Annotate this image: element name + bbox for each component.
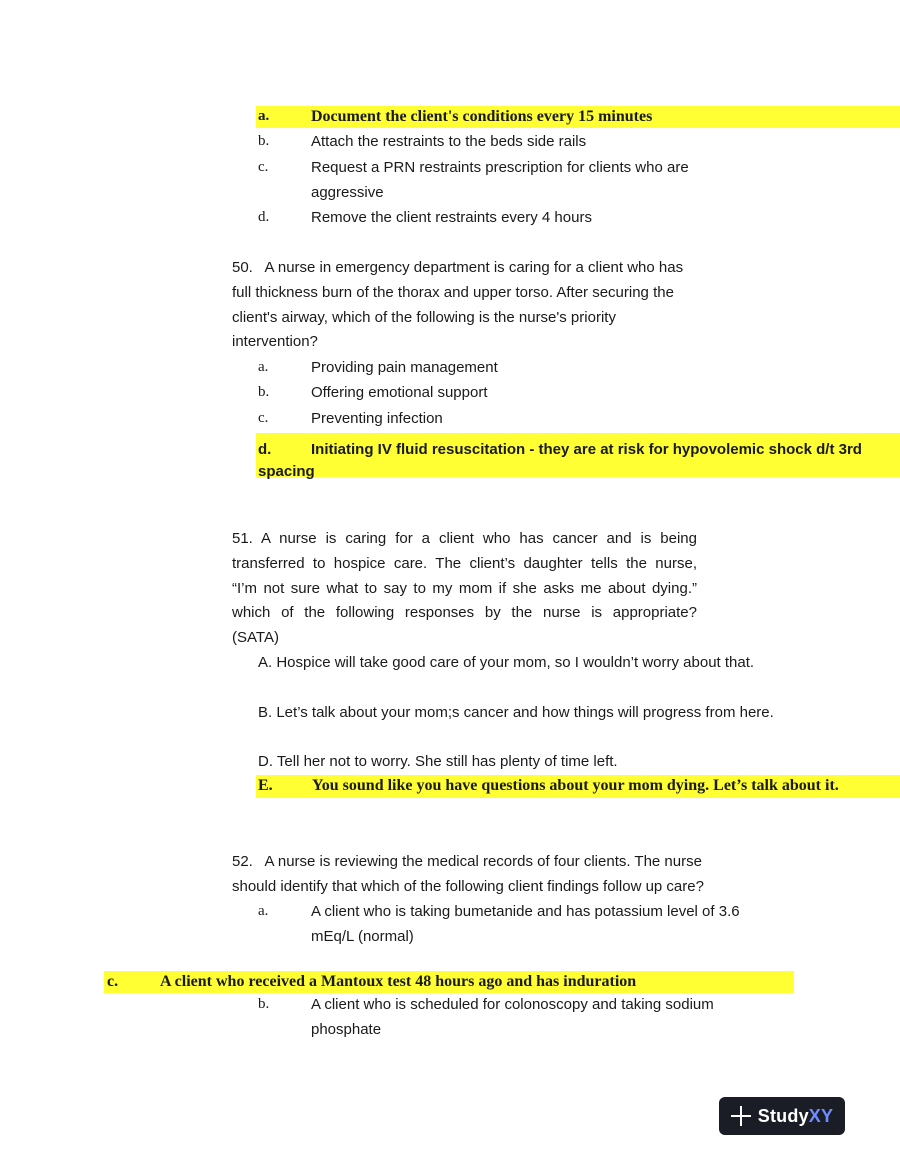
question-stem-line: 50. A nurse in emergency department is caring for a client who has [232,259,684,276]
option-text: Preventing infection [311,410,443,427]
option-text: A. Hospice will take good care of your mom, so I wouldn’t worry about that. [258,654,755,671]
option-text-cont: aggressive [311,184,384,201]
option-text: Remove the client restraints every 4 hours [311,209,592,226]
option-text: Request a PRN restraints prescription for clients who are [311,159,689,176]
option-letter: E. [258,777,273,794]
question-stem-line: should identify that which of the following client findings follow up care? [232,878,704,895]
option-text: B. Let’s talk about your mom;s cancer and how things will progress from here. [258,704,774,721]
option-letter: c. [258,159,269,175]
option-letter: d. [258,441,272,458]
option-text: Attach the restraints to the beds side rails [311,133,587,150]
option-text-cont: mEq/L (normal) [311,928,414,945]
option-text-cont: phosphate [311,1021,382,1038]
option-text-cont: spacing [258,463,315,480]
option-text-correct: A client who received a Mantoux test 48 hours ago and has induration [160,973,637,990]
brand-name: StudyXY [757,1105,834,1126]
option-letter: c. [107,973,119,990]
studyxy-logo [719,1097,845,1135]
option-text: A client who is scheduled for colonoscopy and taking sodium [311,996,714,1013]
option-text-correct: You sound like you have questions about your mom dying. Let’s talk about it. [312,777,839,794]
question-stem-line: intervention? [232,333,318,350]
question-stem-line: full thickness burn of the thorax and upper torso. After securing the [232,284,674,301]
question-stem: 51. A nurse is caring for a client who has cancer and is being transferred to hospice care. The client’s daughter tells the nurse, “I’m not sure what to say to my mom if she asks me about dying.” which of the following responses by the nurse is appropriate? (SATA) [232,530,697,647]
option-letter: a. [258,108,270,124]
option-letter: d. [258,209,270,225]
option-text: Providing pain management [311,359,498,376]
option-text: D. Tell her not to worry. She still has plenty of time left. [258,753,618,770]
option-letter: c. [258,410,269,426]
option-letter: b. [258,384,270,400]
option-letter: b. [258,133,270,149]
option-text-correct: Initiating IV fluid resuscitation - they are at risk for hypovolemic shock d/t 3rd [311,441,862,458]
question-stem-line: client's airway, which of the following is the nurse's priority [232,309,616,326]
option-letter: a. [258,359,269,375]
option-text-correct: Document the client's conditions every 15 minutes [311,108,653,125]
option-letter: b. [258,996,270,1012]
option-text: Offering emotional support [311,384,488,401]
option-text: A client who is taking bumetanide and has potassium level of 3.6 [311,903,740,920]
plus-icon [731,1106,751,1126]
question-stem-line: 52. A nurse is reviewing the medical records of four clients. The nurse [232,853,702,870]
option-letter: a. [258,903,269,919]
